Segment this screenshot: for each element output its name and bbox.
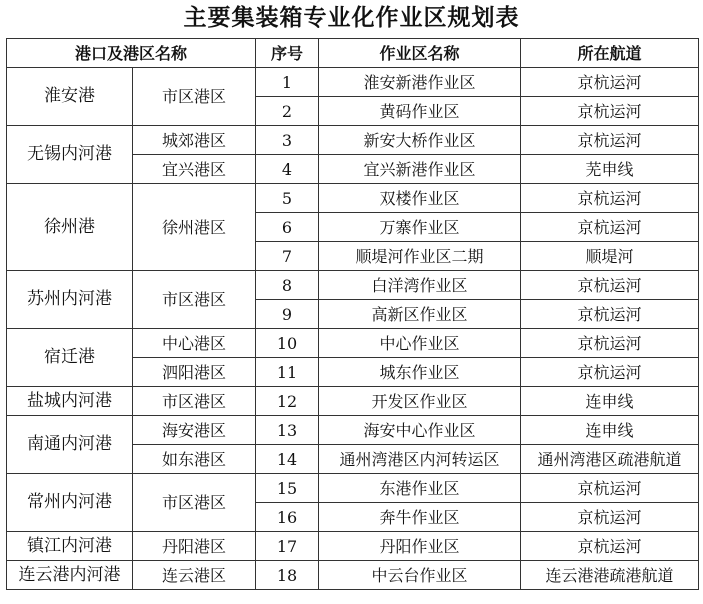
seq-cell: 7 <box>256 242 319 271</box>
seq-cell: 3 <box>256 126 319 155</box>
waterway-cell: 京杭运河 <box>521 97 699 126</box>
header-port: 港口及港区名称 <box>7 39 256 68</box>
port-cell: 连云港内河港 <box>7 561 133 590</box>
area-cell: 市区港区 <box>133 68 256 126</box>
header-row <box>7 39 699 68</box>
waterway-cell: 京杭运河 <box>521 68 699 97</box>
zone-cell: 中云台作业区 <box>319 561 521 590</box>
seq-cell: 18 <box>256 561 319 590</box>
port-cell: 宿迁港 <box>7 329 133 387</box>
header-waterway: 所在航道 <box>521 39 699 68</box>
area-cell: 泗阳港区 <box>133 358 256 387</box>
zone-cell: 高新区作业区 <box>319 300 521 329</box>
area-cell: 市区港区 <box>133 271 256 329</box>
area-cell: 如东港区 <box>133 445 256 474</box>
waterway-cell: 京杭运河 <box>521 503 699 532</box>
seq-cell: 17 <box>256 532 319 561</box>
zone-cell: 丹阳作业区 <box>319 532 521 561</box>
zone-cell: 海安中心作业区 <box>319 416 521 445</box>
waterway-cell: 京杭运河 <box>521 329 699 358</box>
zone-cell: 宜兴新港作业区 <box>319 155 521 184</box>
waterway-cell: 京杭运河 <box>521 126 699 155</box>
table-row <box>7 329 699 358</box>
table-row <box>7 68 699 97</box>
seq-cell: 12 <box>256 387 319 416</box>
seq-cell: 1 <box>256 68 319 97</box>
port-cell: 淮安港 <box>7 68 133 126</box>
plan-table <box>6 38 699 590</box>
table-row <box>7 126 699 155</box>
header-zone: 作业区名称 <box>319 39 521 68</box>
waterway-cell: 连申线 <box>521 416 699 445</box>
waterway-cell: 京杭运河 <box>521 271 699 300</box>
seq-cell: 16 <box>256 503 319 532</box>
port-cell: 苏州内河港 <box>7 271 133 329</box>
zone-cell: 淮安新港作业区 <box>319 68 521 97</box>
zone-cell: 通州湾港区内河转运区 <box>319 445 521 474</box>
waterway-cell: 连云港港疏港航道 <box>521 561 699 590</box>
waterway-cell: 顺堤河 <box>521 242 699 271</box>
zone-cell: 中心作业区 <box>319 329 521 358</box>
area-cell: 丹阳港区 <box>133 532 256 561</box>
zone-cell: 万寨作业区 <box>319 213 521 242</box>
area-cell: 连云港区 <box>133 561 256 590</box>
table-row <box>7 561 699 590</box>
waterway-cell: 京杭运河 <box>521 300 699 329</box>
area-cell: 中心港区 <box>133 329 256 358</box>
waterway-cell: 京杭运河 <box>521 358 699 387</box>
zone-cell: 双楼作业区 <box>319 184 521 213</box>
port-cell: 无锡内河港 <box>7 126 133 184</box>
table-row <box>7 416 699 445</box>
seq-cell: 11 <box>256 358 319 387</box>
table-row <box>7 474 699 503</box>
table-row <box>7 271 699 300</box>
header-seq: 序号 <box>256 39 319 68</box>
seq-cell: 9 <box>256 300 319 329</box>
seq-cell: 6 <box>256 213 319 242</box>
seq-cell: 10 <box>256 329 319 358</box>
port-cell: 南通内河港 <box>7 416 133 474</box>
waterway-cell: 通州湾港区疏港航道 <box>521 445 699 474</box>
seq-cell: 14 <box>256 445 319 474</box>
waterway-cell: 京杭运河 <box>521 532 699 561</box>
seq-cell: 15 <box>256 474 319 503</box>
table-title: 主要集装箱专业化作业区规划表 <box>183 5 520 31</box>
port-cell: 镇江内河港 <box>7 532 133 561</box>
zone-cell: 开发区作业区 <box>319 387 521 416</box>
zone-cell: 奔牛作业区 <box>319 503 521 532</box>
zone-cell: 新安大桥作业区 <box>319 126 521 155</box>
port-cell: 盐城内河港 <box>7 387 133 416</box>
seq-cell: 13 <box>256 416 319 445</box>
waterway-cell: 芜申线 <box>521 155 699 184</box>
area-cell: 宜兴港区 <box>133 155 256 184</box>
area-cell: 海安港区 <box>133 416 256 445</box>
table-row <box>7 532 699 561</box>
area-cell: 徐州港区 <box>133 184 256 271</box>
port-cell: 徐州港 <box>7 184 133 271</box>
table-row <box>7 387 699 416</box>
table-row <box>7 184 699 213</box>
seq-cell: 8 <box>256 271 319 300</box>
seq-cell: 2 <box>256 97 319 126</box>
area-cell: 市区港区 <box>133 474 256 532</box>
port-cell: 常州内河港 <box>7 474 133 532</box>
seq-cell: 5 <box>256 184 319 213</box>
waterway-cell: 京杭运河 <box>521 184 699 213</box>
waterway-cell: 京杭运河 <box>521 474 699 503</box>
area-cell: 城郊港区 <box>133 126 256 155</box>
zone-cell: 黄码作业区 <box>319 97 521 126</box>
zone-cell: 城东作业区 <box>319 358 521 387</box>
waterway-cell: 京杭运河 <box>521 213 699 242</box>
zone-cell: 白洋湾作业区 <box>319 271 521 300</box>
seq-cell: 4 <box>256 155 319 184</box>
zone-cell: 东港作业区 <box>319 474 521 503</box>
zone-cell: 顺堤河作业区二期 <box>319 242 521 271</box>
waterway-cell: 连申线 <box>521 387 699 416</box>
area-cell: 市区港区 <box>133 387 256 416</box>
